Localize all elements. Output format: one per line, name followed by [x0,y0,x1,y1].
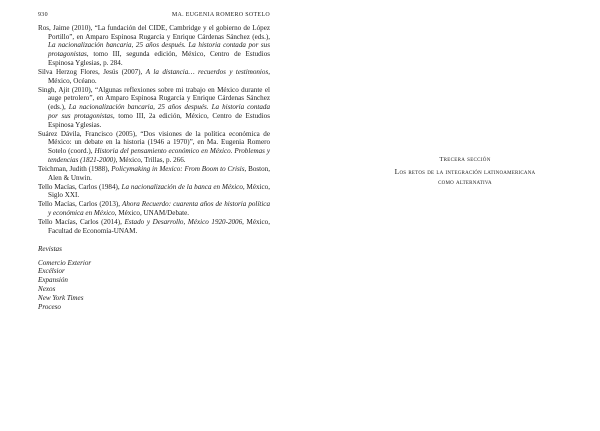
reference-title: A la distancia… recuerdos y testimonios [145,67,269,76]
part-title-block [370,156,560,186]
reference-title: Historia del pensamiento económico en México. Problemas y tendencias (1821-2000) [48,147,270,164]
reference-text: , Boston, Alen & Unwin. [48,164,270,182]
reference-title: La nacionalización de la banca en México [121,182,243,191]
bibliography [38,24,270,311]
reference-entry [38,86,270,130]
reference-title: Ahora Recuerdo: cuarenta años de historia política y económica en México [48,200,270,218]
part-title-line-1: Los retos de la integración latinoamericana [394,167,536,176]
reference-text: , México, Siglo XXI. [48,182,270,200]
part-title-line-2: como alternativa [438,176,492,186]
magazine-item: Excélsior [38,267,65,276]
reference-text: Ros, Jaime (2010), “La fundación del CIDE, Cambridge y el gobierno de López Portillo”, en Amparo Espinosa Rugarcía y Enrique Cárdenas Sánchez (eds.), [38,24,270,41]
reference-title: La nacionalización bancaria, 25 años después. La historia contada por sus protagonistas [48,103,270,120]
author-header: MA. EUGENIA ROMERO SOTELO [171,12,270,18]
magazine-item: Nexos [38,285,56,293]
reference-text: , tomo III, 2a edición, México, Centro de Estudios Espinosa Yglesias. [48,111,270,129]
reference-title: Estado y Desarrollo, México 1920-2006 [124,218,243,227]
reference-entry [38,165,270,182]
magazine-item: New York Times [38,293,84,302]
magazine-item: Comercio Exterior [38,258,92,267]
reference-title: Policymaking in Mexico: From Boom to Crisis [111,164,245,173]
reference-text: , tomo III, segunda edición, México, Centro de Estudios Espinosa Yglesias, p. 284. [48,50,270,67]
reference-text: Teichman, Judith (1988), [38,164,112,173]
magazine-item: Proceso [38,302,61,311]
reference-entry [38,183,270,200]
right-page [300,0,600,431]
reference-text: , México, UNAM/Debate. [114,209,190,218]
magazines-heading: Revistas [38,244,62,253]
reference-list [38,24,270,236]
reference-entry [38,68,270,85]
part-label: Trecera sección [439,156,491,163]
reference-text: Singh, Ajit (2010), “Algunas reflexiones sobre mi trabajo en México durante el auge petrolero”, en Amparo Espinosa Rugarcía y Enrique Cárdenas Sánchez (eds.), [38,85,270,112]
reference-entry [38,200,270,217]
reference-entry [38,24,270,68]
reference-entry [38,218,270,235]
part-title [370,167,560,186]
reference-title: La nacionalización bancaria, 25 años después. La historia contada por sus protagonistas [48,41,270,59]
reference-text: Suárez Dávila, Francisco (2005), “Dos visiones de la política económica de México: un debate en la historia (1946 a 1970)”, en Ma. Eugenia Romero Sotelo (coord.), [38,129,270,156]
reference-text: Silva Herzog Flores, Jesús (2007), [38,67,146,76]
reference-entry [38,130,270,165]
magazine-list [38,259,270,312]
magazine-item: Expansión [38,276,68,285]
reference-text: , México, Océano. [48,67,270,85]
reference-text: , México, Facultad de Economía-UNAM. [48,218,270,235]
reference-text: , México, Trillas, p. 266. [115,155,186,164]
reference-text: Tello Macías, Carlos (2013), [38,200,123,209]
reference-text: Tello Macías, Carlos (2014), [38,218,125,227]
reference-text: Tello Macías, Carlos (1984), [38,182,122,191]
page-number: 930 [38,12,48,18]
